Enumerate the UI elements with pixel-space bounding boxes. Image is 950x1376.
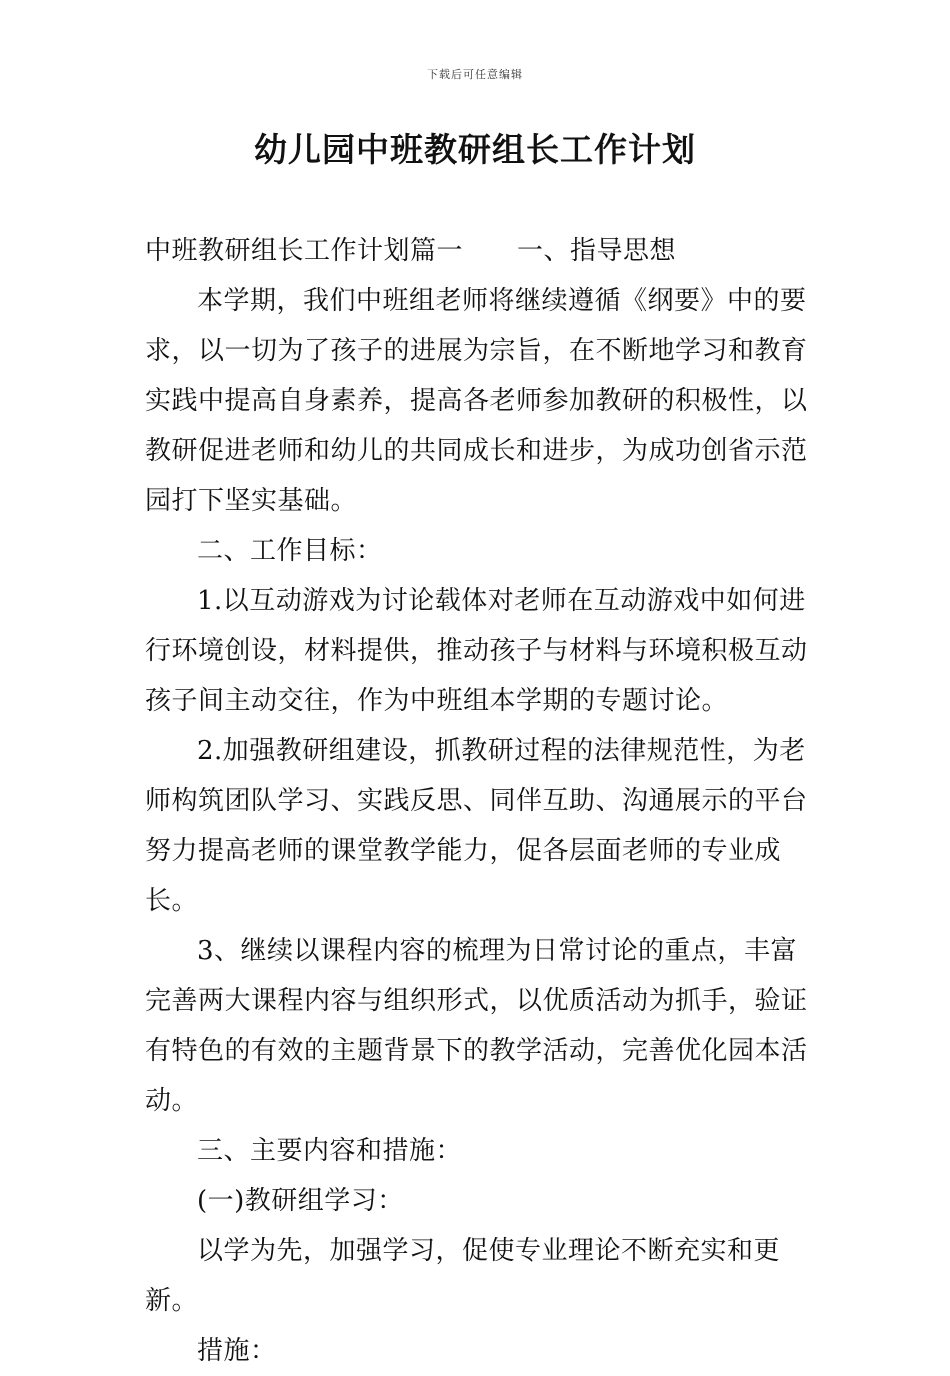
paragraph-goal-1: 1.以互动游戏为讨论载体对老师在互动游戏中如何进行环境创设，材料提供，推动孩子与材料与环境积极互动孩子间主动交往，作为中班组本学期的专题讨论。 xyxy=(145,586,808,716)
paragraph-study-first: 以学为先，加强学习，促使专业理论不断充实和更新。 xyxy=(145,1236,781,1316)
heading-study-group: (一)教研组学习： xyxy=(197,1186,404,1216)
heading-measures: 措施： xyxy=(197,1336,277,1366)
intro-left-text: 中班教研组长工作计划篇一 xyxy=(145,236,464,266)
header-note: 下载后可任意编辑 xyxy=(427,68,523,81)
paragraph-goal-3: 3、继续以课程内容的梳理为日常讨论的重点，丰富完善两大课程内容与组织形式，以优质活动为抓手，验证有特色的有效的主题背景下的教学活动，完善优化园本活动。 xyxy=(145,936,808,1116)
paragraph-goal-2: 2.加强教研组建设，抓教研过程的法律规范性，为老师构筑团队学习、实践反思、同伴互助、沟通展示的平台努力提高老师的课堂教学能力，促各层面老师的专业成长。 xyxy=(145,736,808,916)
intro-line xyxy=(145,226,810,276)
intro-right-text: 一、指导思想 xyxy=(517,236,677,266)
document-body xyxy=(145,226,810,1376)
page-title: 幼儿园中班教研组长工作计划 xyxy=(254,130,696,169)
paragraph-guiding-idea: 本学期，我们中班组老师将继续遵循《纲要》中的要求，以一切为了孩子的进展为宗旨，在不断地学习和教育实践中提高自身素养，提高各老师参加教研的积极性，以教研促进老师和幼儿的共同成长和进步，为成功创省示范园打下坚实基础。 xyxy=(145,286,808,516)
heading-work-goals: 二、工作目标： xyxy=(197,536,383,566)
heading-main-content: 三、主要内容和措施： xyxy=(197,1136,463,1166)
